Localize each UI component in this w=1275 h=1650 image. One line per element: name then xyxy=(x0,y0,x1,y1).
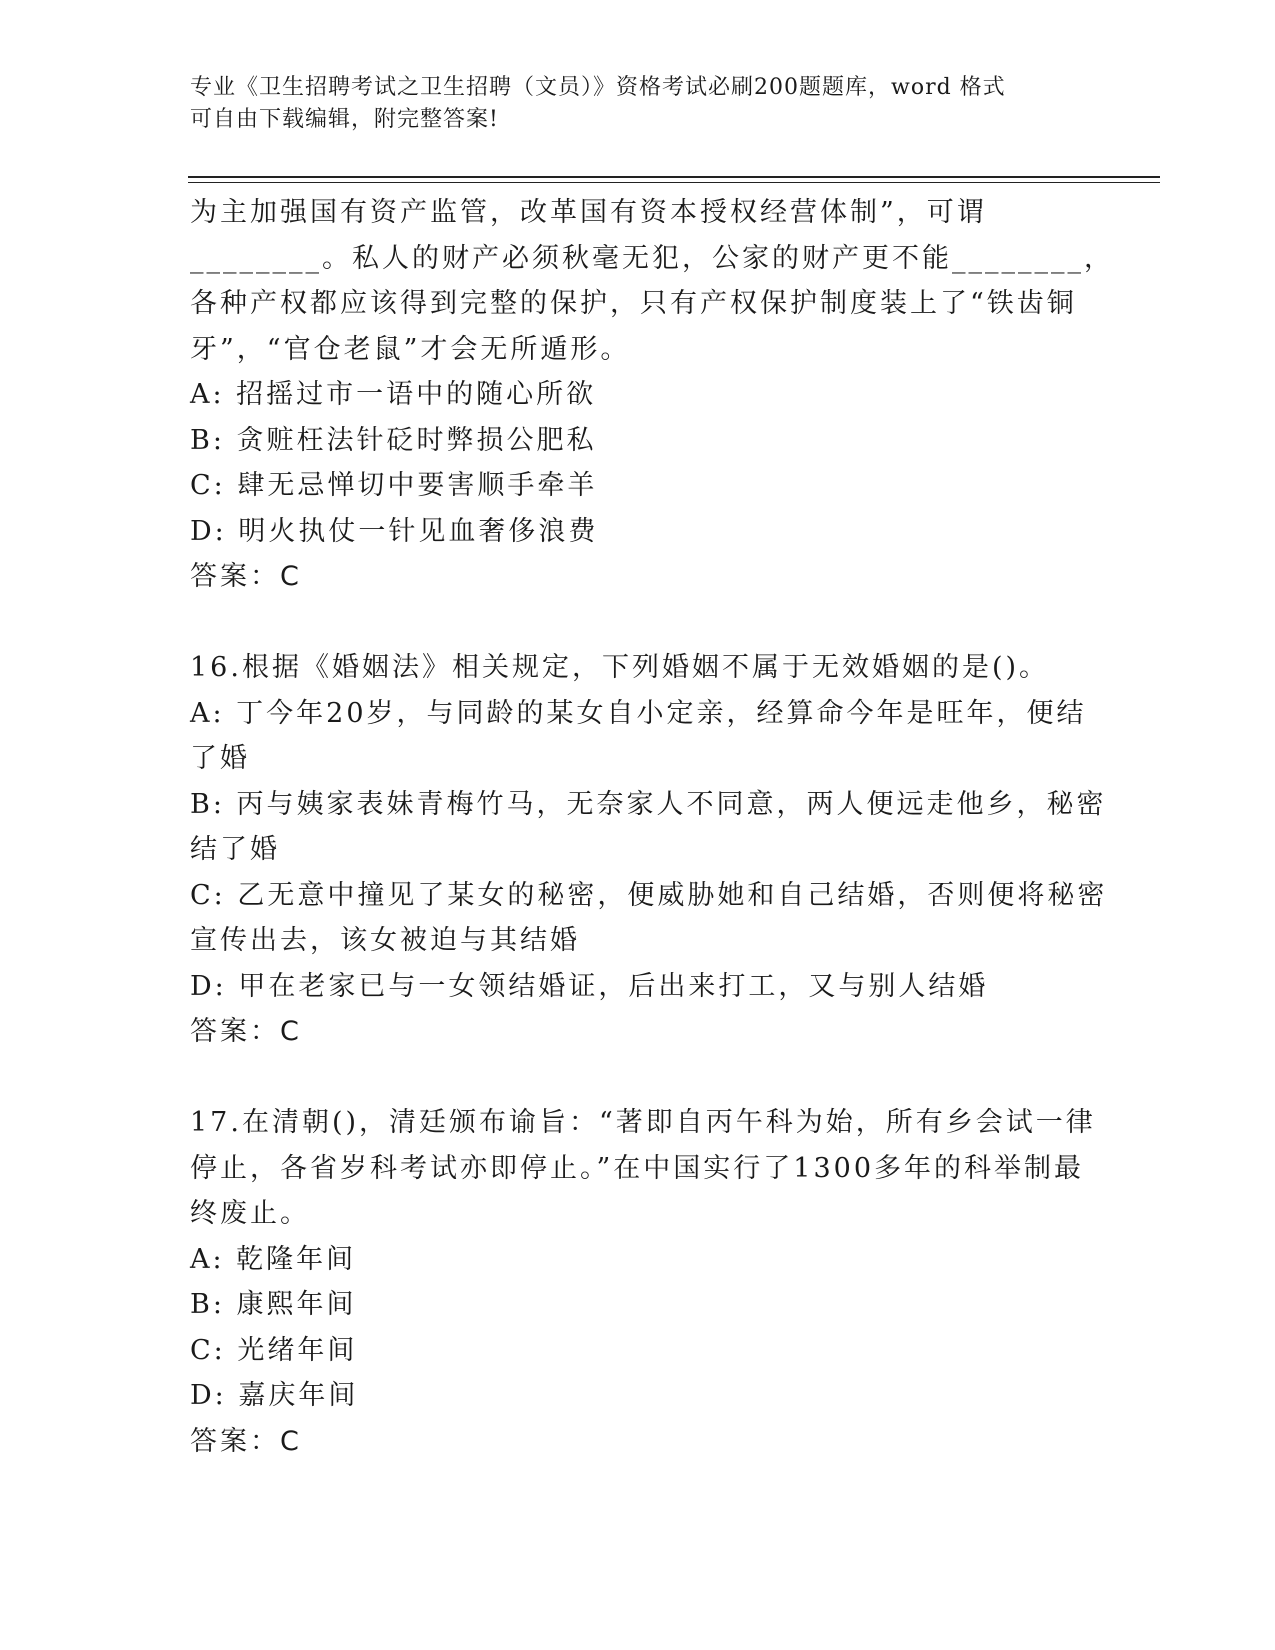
header-title-line-1: 专业《卫生招聘考试之卫生招聘（文员）》资格考试必刷200题题库，word 格式 xyxy=(190,75,1006,100)
option-c-continued: 宣传出去，该女被迫与其结婚 xyxy=(190,925,580,956)
question-15-block xyxy=(190,190,1114,600)
question-content xyxy=(190,190,1114,1464)
answer-label: 答案：C xyxy=(190,1016,302,1047)
option-b: B: 丙与姨家表妹青梅竹马，无奈家人不同意，两人便远走他乡，秘密 xyxy=(190,788,1107,820)
question-text-line: 终废止。 xyxy=(190,1198,310,1229)
option-a: A: 乾隆年间 xyxy=(190,1243,357,1275)
header-divider-thick xyxy=(188,176,1160,178)
question-text-line: 停止，各省岁科考试亦即停止。”在中国实行了1300多年的科举制最 xyxy=(190,1152,1085,1184)
question-text-line: 各种产权都应该得到完整的保护，只有产权保护制度装上了“铁齿铜 xyxy=(190,288,1077,319)
option-d: D: 甲在老家已与一女领结婚证，后出来打工，又与别人结婚 xyxy=(190,970,989,1002)
question-text-line: 牙”，“官仓老鼠”才会无所遁形。 xyxy=(190,333,631,365)
question-text-line: ________。私人的财产必须秋毫无犯，公家的财产更不能________， xyxy=(190,242,1114,274)
option-b: B: 贪赃枉法针砭时弊损公肥私 xyxy=(190,424,597,456)
option-c: C: 乙无意中撞见了某女的秘密，便威胁她和自己结婚，否则便将秘密 xyxy=(190,879,1108,911)
document-header xyxy=(190,72,1090,136)
option-c: C: 肆无忌惮切中要害顺手牵羊 xyxy=(190,470,598,501)
option-a: A: 招摇过市一语中的随心所欲 xyxy=(190,379,597,410)
spacer xyxy=(190,600,1090,646)
option-d: D: 嘉庆年间 xyxy=(190,1380,359,1411)
option-d: D: 明火执仗一针见血奢侈浪费 xyxy=(190,515,599,547)
option-b: B: 康熙年间 xyxy=(190,1289,357,1320)
header-title-line-2: 可自由下载编辑，附完整答案! xyxy=(190,107,499,132)
option-c: C: 光绪年间 xyxy=(190,1334,358,1366)
header-divider-thin xyxy=(188,182,1160,183)
spacer xyxy=(190,1055,1090,1101)
option-a: A: 丁今年20岁，与同龄的某女自小定亲，经算命今年是旺年，便结 xyxy=(190,697,1087,729)
option-a-continued: 了婚 xyxy=(190,743,250,774)
question-16-block xyxy=(190,645,1108,1055)
question-text-line: 17.在清朝()，清廷颁布谕旨：“著即自丙午科为始，所有乡会试一律 xyxy=(190,1107,1096,1138)
answer-label: 答案：C xyxy=(190,561,302,592)
question-text-line: 为主加强国有资产监管，改革国有资本授权经营体制”，可谓 xyxy=(190,197,987,228)
answer-label: 答案：C xyxy=(190,1425,302,1457)
option-b-continued: 结了婚 xyxy=(190,834,280,865)
question-17-block xyxy=(190,1100,1096,1464)
question-text-line: 16.根据《婚姻法》相关规定，下列婚姻不属于无效婚姻的是()。 xyxy=(190,652,1050,683)
